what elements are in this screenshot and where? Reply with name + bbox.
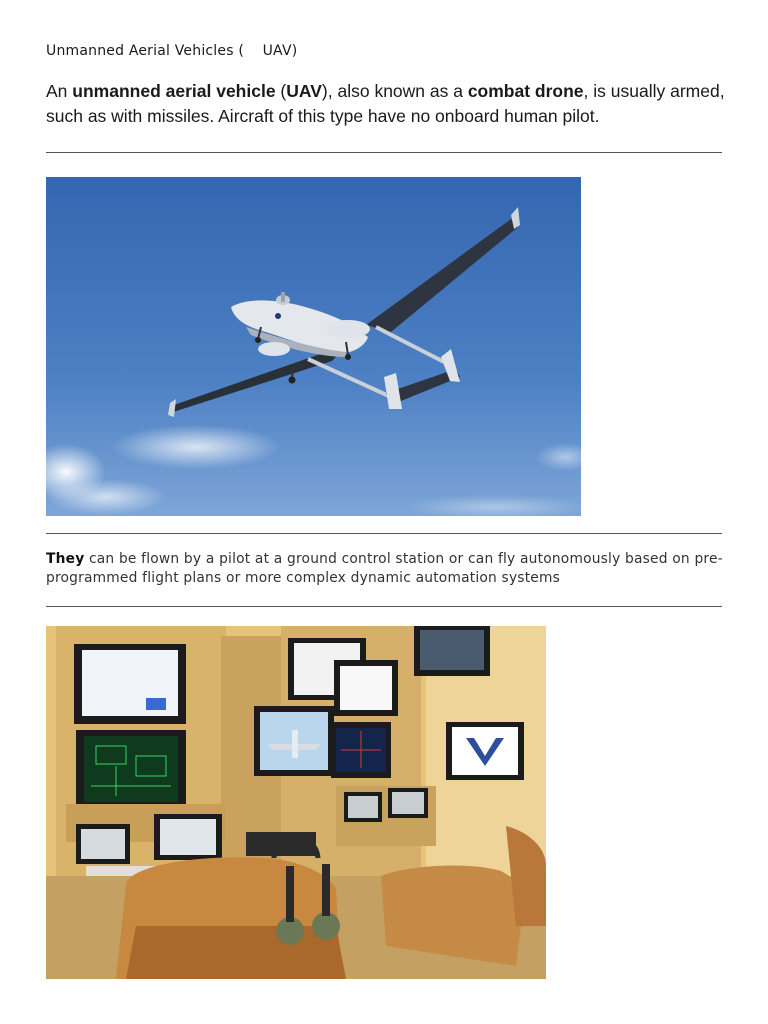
intro-text-2: ( <box>275 81 287 101</box>
intro-text-3: ), also known as a <box>321 81 468 101</box>
divider-2 <box>46 533 722 534</box>
caption-lead: They <box>46 551 85 567</box>
intro-term-uav: UAV <box>286 81 322 101</box>
intro-term-combat-drone: combat drone <box>467 81 584 101</box>
divider-1 <box>46 152 722 153</box>
intro-text-1: An <box>46 81 73 101</box>
page-title: Unmanned Aerial Vehicles ( UAV) <box>46 43 298 59</box>
caption-paragraph <box>46 550 726 588</box>
intro-paragraph <box>46 79 726 129</box>
drone-photo <box>46 177 581 516</box>
intro-text-4: , is usually armed, such as with missiles. Aircraft of this type have no onboard human pilot. <box>46 81 725 126</box>
intro-term-uav-long: unmanned aerial vehicle <box>72 81 276 101</box>
caption-text: can be flown by a pilot at a ground control station or can fly autonomously based on pre-programmed flight plans or more complex dynamic automation systems <box>46 551 723 586</box>
divider-3 <box>46 606 722 607</box>
control-station-photo <box>46 626 546 979</box>
